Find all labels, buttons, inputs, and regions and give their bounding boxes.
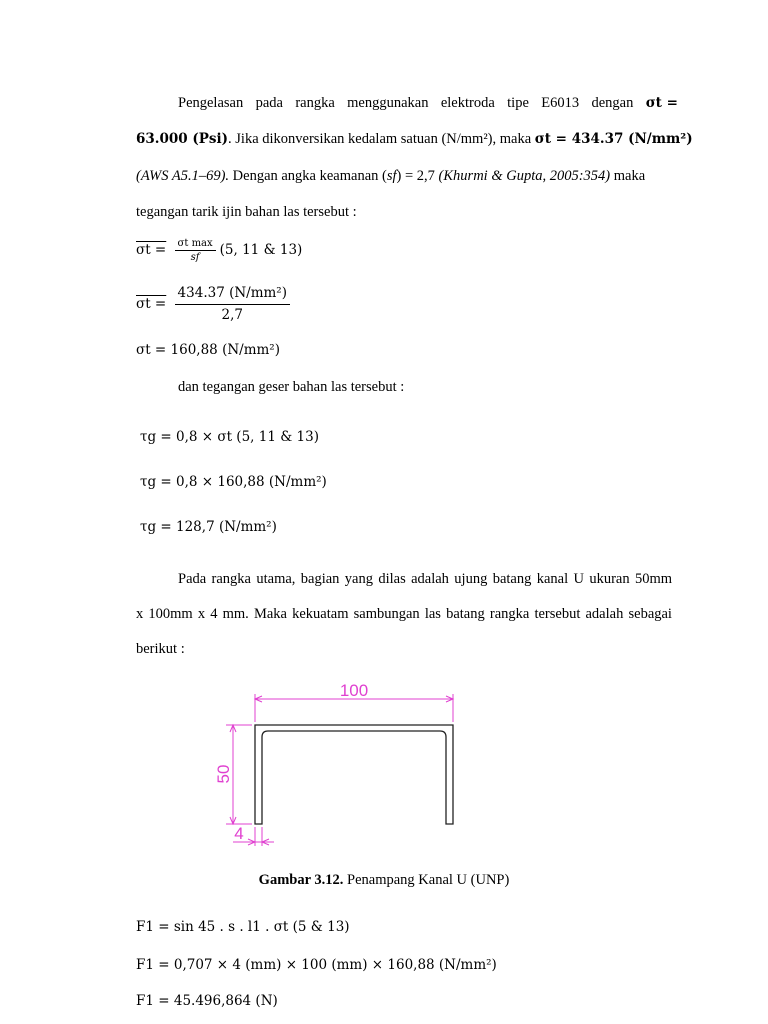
citation: (AWS A5.1–69). bbox=[136, 168, 230, 184]
word: Pada bbox=[178, 571, 207, 587]
word: sebagai bbox=[628, 606, 672, 622]
psi-value: 63.000 (Psi) bbox=[136, 131, 229, 147]
word: 4 bbox=[210, 606, 218, 622]
para3-line1 bbox=[178, 570, 672, 588]
word: las bbox=[424, 606, 441, 622]
numerator: 434.37 (N/mm²) bbox=[175, 284, 290, 305]
word: adalah bbox=[411, 571, 449, 587]
word: mm. bbox=[222, 606, 249, 622]
para3-line2 bbox=[136, 605, 672, 623]
word: kanal bbox=[536, 571, 569, 587]
reference: (5, 11 & 13) bbox=[219, 242, 303, 258]
equation-2 bbox=[136, 284, 294, 325]
word: adalah bbox=[585, 606, 624, 622]
numerator: σt max bbox=[175, 238, 216, 251]
word: batang bbox=[446, 606, 485, 622]
word: sambungan bbox=[353, 606, 420, 622]
word: U bbox=[573, 571, 584, 587]
word: rangka bbox=[211, 571, 251, 587]
u-channel-profile bbox=[255, 725, 453, 824]
para1-line1 bbox=[178, 94, 678, 112]
caption-text: Penampang Kanal U (UNP) bbox=[343, 872, 510, 888]
word: utama, bbox=[256, 571, 296, 587]
text: maka bbox=[610, 168, 646, 184]
arrow-up-icon bbox=[230, 725, 236, 732]
sigma-symbol: σt = bbox=[645, 95, 678, 111]
word: E6013 bbox=[541, 95, 580, 111]
converted-value: σt = 434.37 (N/mm²) bbox=[534, 131, 693, 147]
text: Dengan angka keamanan ( bbox=[229, 168, 387, 184]
word: tersebut bbox=[534, 606, 581, 622]
equation-3: σt = 160,88 (N/mm²) bbox=[136, 342, 280, 358]
word: pada bbox=[255, 95, 283, 111]
word: menggunakan bbox=[347, 95, 429, 111]
denominator: sf bbox=[190, 252, 200, 263]
para2: dan tegangan geser bahan las tersebut : bbox=[178, 379, 405, 395]
arrow-right-icon bbox=[248, 839, 255, 845]
equation-9: F1 = 45.496,864 (N) bbox=[136, 993, 278, 1009]
arrow-down-icon bbox=[230, 817, 236, 824]
word: 100mm bbox=[148, 606, 193, 622]
word: Maka bbox=[253, 606, 287, 622]
word: Pengelasan bbox=[178, 95, 244, 111]
para1-line4: tegangan tarik ijin bahan las tersebut : bbox=[136, 204, 357, 220]
citation: (Khurmi & Gupta, 2005:354) bbox=[438, 168, 611, 184]
word: x bbox=[197, 606, 206, 622]
equation-1 bbox=[136, 238, 302, 263]
word: dilas bbox=[378, 571, 406, 587]
fraction bbox=[175, 284, 290, 325]
para3-line3: berikut : bbox=[136, 641, 185, 657]
word: ujung bbox=[454, 571, 488, 587]
dim-thickness-label: 4 bbox=[234, 824, 244, 843]
dim-height-label: 50 bbox=[214, 764, 233, 784]
caption-label: Gambar 3.12. bbox=[258, 872, 344, 888]
figure-caption bbox=[0, 872, 768, 889]
equation-8: F1 = 0,707 × 4 (mm) × 100 (mm) × 160,88 (N/mm²) bbox=[136, 957, 497, 973]
equation-5: τg = 0,8 × 160,88 (N/mm²) bbox=[140, 474, 327, 490]
sf-symbol: sf bbox=[386, 168, 397, 184]
word: dengan bbox=[591, 95, 634, 111]
word: x bbox=[136, 606, 144, 622]
equation-4: τg = 0,8 × σt (5, 11 & 13) bbox=[140, 429, 319, 445]
word: elektroda bbox=[440, 95, 495, 111]
fraction bbox=[175, 238, 216, 263]
dim-width-label: 100 bbox=[339, 681, 369, 700]
equation-7: F1 = sin 45 . s . l1 . σt (5 & 13) bbox=[136, 919, 350, 935]
arrow-right-icon bbox=[446, 696, 453, 702]
equation-lhs: σt = bbox=[136, 242, 167, 258]
text: ) = 2,7 bbox=[396, 168, 439, 184]
text: . Jika dikonversikan kedalam satuan (N/mm²), maka bbox=[228, 131, 535, 147]
word: rangka bbox=[295, 95, 335, 111]
para1-line3 bbox=[136, 167, 645, 185]
word: rangka bbox=[489, 606, 530, 622]
denominator: 2,7 bbox=[221, 307, 243, 323]
word: ukuran bbox=[589, 571, 630, 587]
arrow-left-icon bbox=[255, 696, 262, 702]
word: 50mm bbox=[634, 571, 672, 587]
word: yang bbox=[344, 571, 373, 587]
para1-line2 bbox=[136, 130, 693, 148]
arrow-left-icon bbox=[262, 839, 269, 845]
word: tipe bbox=[507, 95, 529, 111]
equation-lhs: σt = bbox=[136, 296, 167, 312]
word: bagian bbox=[300, 571, 340, 587]
word: kekuatam bbox=[292, 606, 349, 622]
word: batang bbox=[492, 571, 532, 587]
equation-6: τg = 128,7 (N/mm²) bbox=[140, 519, 277, 535]
